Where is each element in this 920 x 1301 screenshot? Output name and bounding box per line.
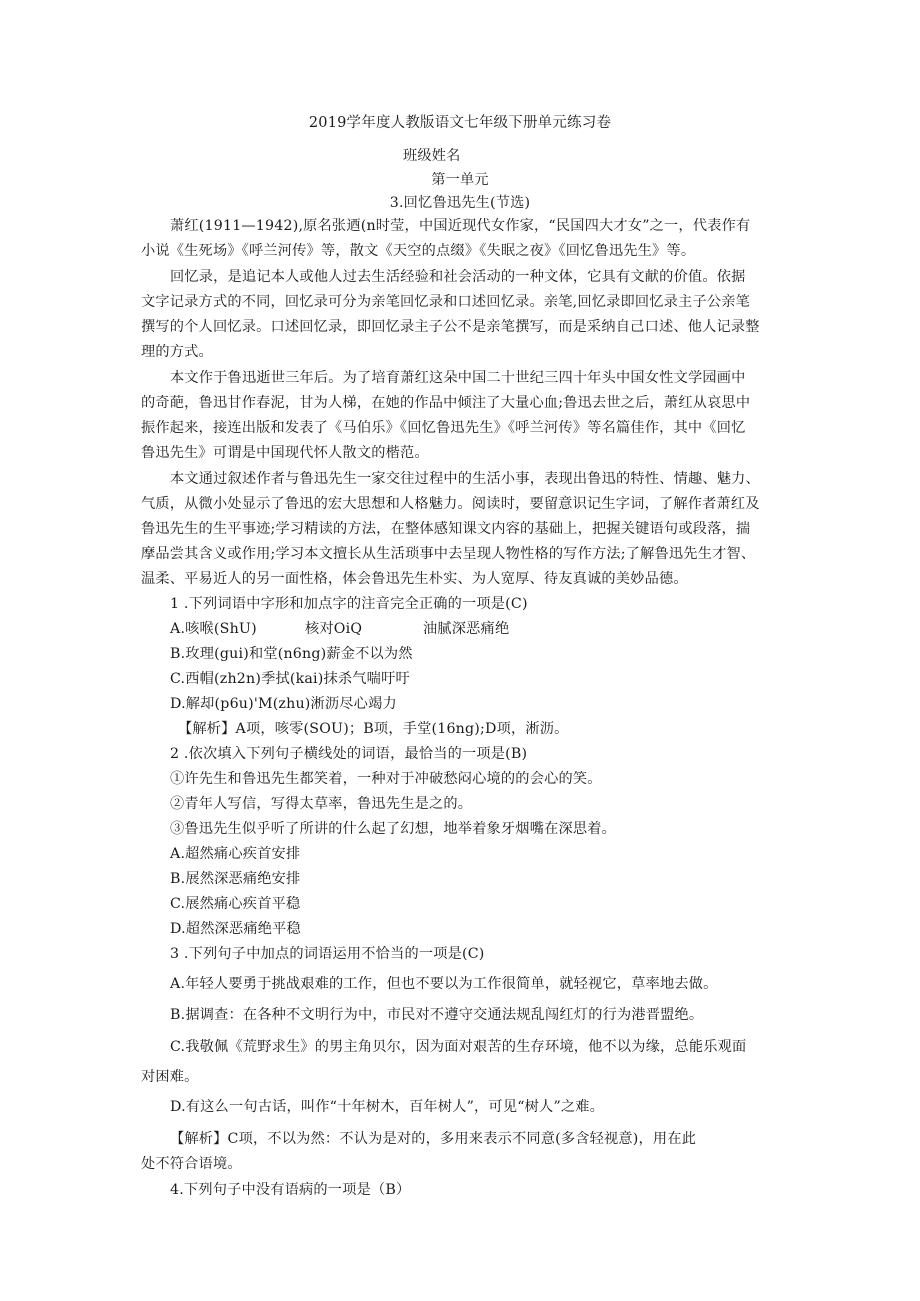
intro-line: 理的方式。 (141, 344, 213, 360)
intro-line: 撰写的个人回忆录。口述回忆录，即回忆录主子公不是亲笔撰写，而是采纳自己口述、他人记录整 (141, 319, 760, 335)
question-3-option-c: 对困难。 (141, 1069, 199, 1085)
question-3-option-b: B.据调查：在各种不文明行为中，市民对不遵守交通法规乱闯红灯的行为港晋盟绝。 (170, 1007, 704, 1023)
intro-line: 小说《生死场》《呼兰河传》等，散文《天空的点缀》《失眠之夜》《回忆鲁迅先生》等。 (141, 243, 696, 259)
question-3-option-d: D.有这么一句古话，叫作“十年树木，百年树人”，可见“树人”之难。 (170, 1099, 605, 1115)
intro-line: 鲁迅先生》可谓是中国现代怀人散文的楷范。 (141, 445, 429, 461)
question-3-option-c: C.我敬佩《荒野求生》的男主角贝尔，因为面对艰苦的生存环境，他不以为缘，总能乐观面 (170, 1039, 747, 1055)
question-2-option-c: C.展然痛心疾首平稳 (170, 896, 301, 912)
lesson-heading: 3.回忆鲁迅先生(节选) (389, 195, 531, 211)
question-2-option-d: D.超然深恶痛绝平稳 (170, 921, 301, 937)
intro-line: 振作起来，接连出版和发表了《马伯乐》《回忆鲁迅先生》《呼兰河传》等名篇佳作，其中《回忆 (141, 420, 746, 436)
question-2-sentence: ③鲁迅先生似乎听了所讲的什么起了幻想，地举着象牙烟嘴在深思着。 (170, 821, 617, 837)
question-1-option-c: C.西帽(zh2n)季拭(kai)抹杀气喘吁吁 (170, 671, 410, 687)
intro-line: 鲁迅先生的生平事迹;学习精读的方法，在整体感知课文内容的基础上，把握关键语句或段落，揣 (141, 521, 751, 537)
question-2-stem: 2 .依次填入下列句子横线处的词语，最恰当的一项是(B) (170, 746, 528, 762)
unit-heading: 第一单元 (431, 172, 489, 188)
question-2-option-a: A.超然痛心疾首安排 (170, 846, 301, 862)
question-1-option-d: D.解却(p6u)'M(zhu)淅沥尽心竭力 (170, 696, 397, 712)
question-2-sentence: ②青年人写信，写得太草率，鲁迅先生是之的。 (170, 796, 473, 812)
question-3-stem: 3 .下列句子中加点的词语运用不恰当的一项是(C) (170, 946, 485, 962)
question-1-option-a: 油腻深恶痛绝 (423, 621, 510, 637)
question-2-option-b: B.展然深恶痛绝安排 (170, 871, 301, 887)
question-3-analysis: 处不符合语境。 (141, 1156, 242, 1172)
question-3-analysis: 【解析】C项，不以为然：不认为是对的，多用来表示不同意(多含轻视意)，用在此 (170, 1131, 697, 1147)
question-2-sentence: ①许先生和鲁迅先生都笑着，一种对于冲破愁闷心境的的会心的笑。 (170, 771, 602, 787)
class-name-label: 班级姓名 (403, 148, 461, 164)
intro-line: 文字记录方式的不同，回忆录可分为亲笔回忆录和口述回忆录。亲笔,回忆录即回忆录主子公亲笔 (141, 294, 750, 310)
question-1-option-a: A.咳喉(ShU) (170, 621, 257, 637)
question-1-analysis: 【解析】A项，咳零(SOU)；B项，手堂(16ng);D项，淅沥。 (178, 721, 569, 737)
question-1-stem: 1 .下列词语中字形和加点字的注音完全正确的一项是(C) (170, 596, 528, 612)
document-title: 2019学年度人教版语文七年级下册单元练习卷 (308, 115, 612, 131)
intro-line: 本文作于鲁迅逝世三年后。为了培育萧红这朵中国二十世纪三四十年头中国女性文学园画中 (170, 370, 746, 386)
intro-line: 摩品尝其含义或作用;学习本文擅长从生活琐事中去呈现人物性格的写作方法;了解鲁迅先生才智、 (141, 546, 756, 562)
intro-line: 回忆录，是追记本人或他人过去生活经验和社会活动的一种文体，它具有文献的价值。依据 (170, 269, 746, 285)
question-4-stem: 4.下列句子中没有语病的一项是（B） (170, 1182, 411, 1198)
intro-line: 萧红(1911—1942),原名张迺(n时莹，中国近现代女作家，“民国四大才女”之一，代表作有 (170, 218, 751, 234)
intro-line: 本文通过叙述作者与鲁迅先生一家交往过程中的生活小事，表现出鲁迅的特性、情趣、魅力、 (170, 471, 760, 487)
question-1-option-b: B.玫理(gui)和堂(n6ng)薪金不以为然 (170, 646, 413, 662)
intro-line: 的奇葩，鲁迅甘作春泥，甘为人梯，在她的作品中倾注了大量心血;鲁迅去世之后，萧红从哀思中 (141, 395, 751, 411)
question-3-option-a: A.年轻人要勇于挑战艰难的工作，但也不要以为工作很简单，就轻视它，草率地去做。 (170, 976, 718, 992)
intro-line: 温柔、平易近人的另一面性格，体会鲁迅先生朴实、为人宽厚、待友真诚的美妙品德。 (141, 571, 688, 587)
question-1-option-a: 核对OiQ (305, 621, 363, 637)
intro-line: 气质，从微小处显示了鲁迅的宏大思想和人格魅力。阅读时，要留意识记生字词，了解作者萧红及 (141, 496, 760, 512)
